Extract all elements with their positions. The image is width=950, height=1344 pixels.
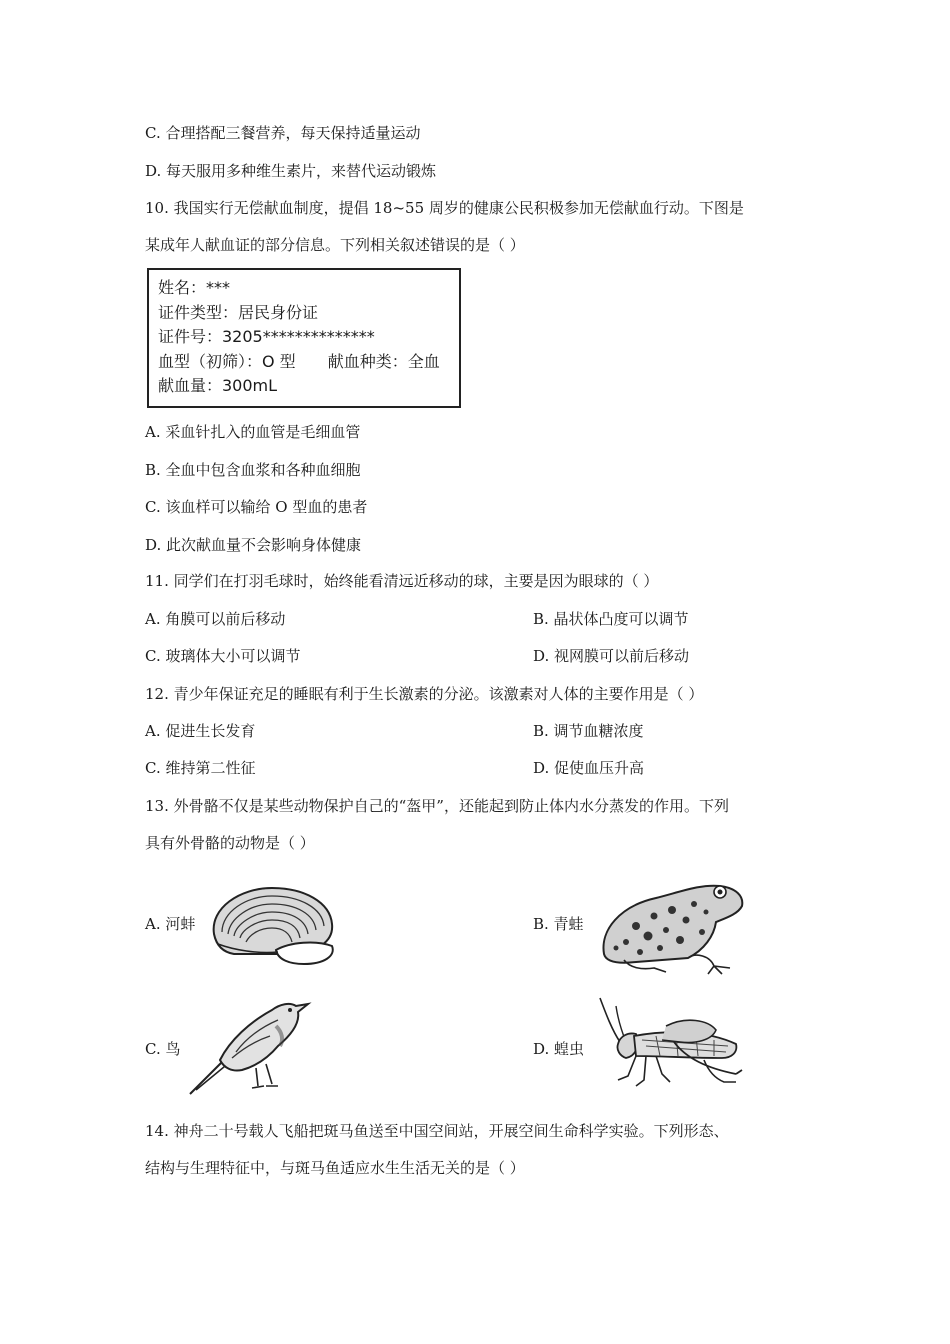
card-volume: 献血量：300mL bbox=[158, 376, 278, 395]
bird-image bbox=[186, 996, 312, 1098]
q12-stem: 12. 青少年保证充足的睡眠有利于生长激素的分泌。该激素对人体的主要作用是（ ） bbox=[145, 685, 704, 703]
q11-option-c: C. 玻璃体大小可以调节 bbox=[145, 647, 301, 665]
card-id-type: 证件类型：居民身份证 bbox=[158, 302, 319, 322]
q10-stem-line2: 某成年人献血证的部分信息。下列相关叙述错误的是（ ） bbox=[145, 236, 525, 254]
q13-option-b: B. 青蛙 bbox=[533, 915, 584, 933]
q14-stem-line2: 结构与生理特征中，与斑马鱼适应水生生活无关的是（ ） bbox=[145, 1159, 525, 1177]
q9-option-d: D. 每天服用多种维生素片，来替代运动锻炼 bbox=[145, 162, 437, 180]
q12-option-a: A. 促进生长发育 bbox=[145, 722, 256, 740]
clam-image bbox=[204, 884, 340, 966]
q13-option-a: A. 河蚌 bbox=[145, 915, 196, 933]
q12-option-c: C. 维持第二性征 bbox=[145, 759, 256, 777]
q14-stem-line1: 14. 神舟二十号载人飞船把斑马鱼送至中国空间站，开展空间生命科学实验。下列形态、 bbox=[145, 1122, 729, 1140]
q11-stem: 11. 同学们在打羽毛球时，始终能看清远近移动的球，主要是因为眼球的（ ） bbox=[145, 572, 659, 590]
q10-stem-line1: 10. 我国实行无偿献血制度，提倡 18~55 周岁的健康公民积极参加无偿献血行动。下图是 bbox=[145, 199, 744, 217]
q9-option-c: C. 合理搭配三餐营养，每天保持适量运动 bbox=[145, 124, 421, 142]
q11-option-d: D. 视网膜可以前后移动 bbox=[533, 647, 690, 665]
card-blood-row bbox=[158, 350, 459, 375]
card-id-number: 证件号：3205************** bbox=[158, 327, 375, 346]
q13-option-d: D. 蝗虫 bbox=[533, 1040, 585, 1058]
q13-stem-line2: 具有外骨骼的动物是（ ） bbox=[145, 834, 315, 852]
q10-option-d: D. 此次献血量不会影响身体健康 bbox=[145, 536, 362, 554]
q13-stem-line1: 13. 外骨骼不仅是某些动物保护自己的“盔甲”，还能起到防止体内水分蒸发的作用。下列 bbox=[145, 797, 729, 815]
blood-donation-certificate bbox=[147, 268, 461, 408]
grasshopper-image bbox=[596, 996, 744, 1100]
card-donation-kind: 献血种类：全血 bbox=[327, 351, 440, 371]
q12-option-b: B. 调节血糖浓度 bbox=[533, 722, 644, 740]
card-name: 姓名：*** bbox=[158, 278, 231, 297]
q11-option-b: B. 晶状体凸度可以调节 bbox=[533, 610, 689, 628]
q13-option-c: C. 鸟 bbox=[145, 1040, 181, 1058]
card-blood-type: 血型（初筛）：O 型 bbox=[158, 351, 296, 371]
q12-option-d: D. 促使血压升高 bbox=[533, 759, 645, 777]
q10-option-a: A. 采血针扎入的血管是毛细血管 bbox=[145, 423, 361, 441]
frog-image bbox=[596, 876, 746, 976]
q10-option-c: C. 该血样可以输给 O 型血的患者 bbox=[145, 498, 368, 516]
q11-option-a: A. 角膜可以前后移动 bbox=[145, 610, 286, 628]
q10-option-b: B. 全血中包含血浆和各种血细胞 bbox=[145, 461, 361, 479]
